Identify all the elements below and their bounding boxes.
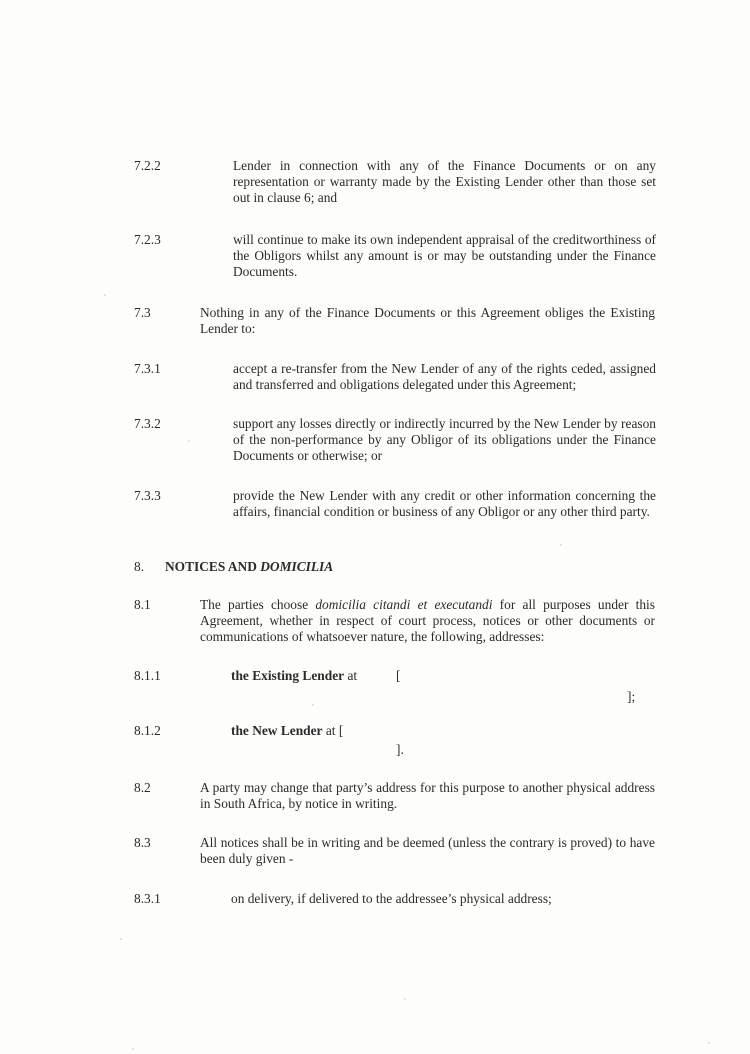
new-lender-address-close: ]. [396,742,404,757]
scan-speck [120,938,122,940]
scan-speck [560,544,562,546]
new-lender-label: the New Lender [231,723,323,738]
clause-text-8-3: All notices shall be in writing and be deemed (unless the contrary is proved) to have been duly given - [200,835,655,866]
clause-number-7-2-2: 7.2.2 [134,158,161,173]
clause-text-7-3-1: accept a re-transfer from the New Lender of any of the rights ceded, assigned and transferred and obligations delegated under this Agreement; [233,361,656,392]
section-heading-bold: NOTICES AND [165,559,261,574]
clause-number-8-1: 8.1 [134,597,151,612]
clause-8-1-text-after: for all purposes under this Agreement, whether in respect of court process, notices or other documents or communications of whatsoever nature, the following, addresses: [200,597,655,644]
scan-speck [132,1048,134,1050]
clause-number-7-3-2: 7.3.2 [134,416,161,431]
scan-speck [404,998,406,1000]
clause-number-8-3-1: 8.3.1 [134,891,161,906]
clause-text-7-3: Nothing in any of the Finance Documents or this Agreement obliges the Existing Lender to: [200,305,655,336]
new-lender-at: at [ [322,723,344,738]
clause-8-1-text-italic: domicilia citandi et executandi [315,597,493,612]
section-heading-italic: DOMICILIA [260,559,334,574]
scan-speck [104,294,106,296]
clause-text-7-2-3: will continue to make its own independent appraisal of the creditworthiness of the Obligors whilst any amount is or may be outstanding under the Finance Documents. [233,232,656,279]
existing-lender-label: the Existing Lender [231,668,345,683]
clause-text-7-3-2: support any losses directly or indirectly incurred by the New Lender by reason of the non-performance by any Obligor of its obligations under the Finance Documents or otherwise; or [233,416,656,463]
clause-text-8-1 [200,597,655,645]
clause-text-7-3-3: provide the New Lender with any credit or other information concerning the affairs, financial condition or business of any Obligor or any other third party. [233,488,656,519]
clause-number-8-2: 8.2 [134,780,151,795]
clause-number-8-1-2: 8.1.2 [134,723,161,738]
clause-text-8-2: A party may change that party’s address for this purpose to another physical address in South Africa, by notice in writing. [200,780,655,811]
scan-speck [708,1042,710,1044]
section-number-8: 8. [134,559,145,574]
clause-8-1-1-party [231,668,357,684]
clause-number-7-3-1: 7.3.1 [134,361,161,376]
scan-speck [312,704,314,706]
clause-number-7-3-3: 7.3.3 [134,488,161,503]
scan-speck [188,440,190,442]
clause-text-8-3-1: on delivery, if delivered to the addressee’s physical address; [231,891,552,906]
clause-number-7-3: 7.3 [134,305,151,320]
clause-8-1-2-party [231,723,343,739]
clause-number-8-1-1: 8.1.1 [134,668,161,683]
existing-lender-address-close: ]; [627,689,636,704]
clause-text-7-2-2: Lender in connection with any of the Finance Documents or on any representation or warranty made by the Existing Lender other than those set out in clause 6; and [233,158,656,205]
clause-8-1-text-before: The parties choose [200,597,316,612]
section-heading-8 [165,559,333,575]
clause-number-7-2-3: 7.2.3 [134,232,161,247]
clause-number-8-3: 8.3 [134,835,151,850]
existing-lender-at: at [344,668,358,683]
existing-lender-address-open: [ [396,668,401,683]
